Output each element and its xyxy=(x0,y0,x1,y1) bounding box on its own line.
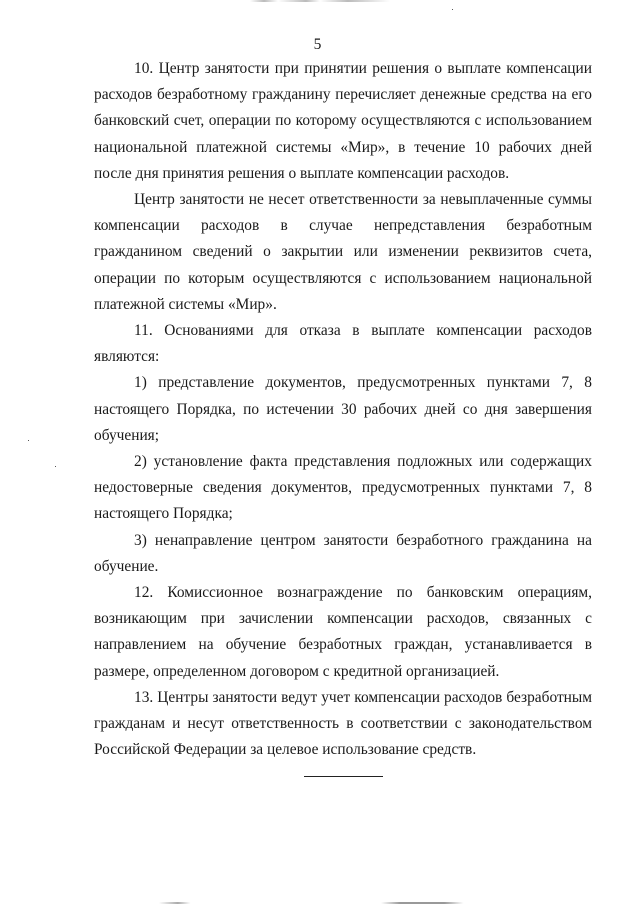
scan-speck xyxy=(55,466,56,467)
paragraph-item-11: 11. Основаниями для отказа в выплате компенсации расходов являются: xyxy=(94,322,592,366)
document-body xyxy=(94,56,592,763)
page-number: 5 xyxy=(313,36,322,53)
end-divider xyxy=(304,776,383,777)
paragraph-item-10: 10. Центр занятости при принятии решения о выплате компенсации расходов безработному гражданину перечисляет денежные средства на его банковский счет, операции по которому осуществляются с использованием национальной платежной системы «Мир», в течение 10 рабочих дней после дня принятия решения о выплате компенсации расходов. xyxy=(94,60,592,182)
paragraph-item-12: 12. Комиссионное вознаграждение по банковским операциям, возникающим при зачислении компенсации расходов, связанных с направлением на обучение безработных граждан, устанавливается в размере, определенном договором с кредитной организацией. xyxy=(94,584,592,680)
paragraph-subitem-1: 1) представление документов, предусмотренных пунктами 7, 8 настоящего Порядка, по истечении 30 рабочих дней со дня завершения обучения; xyxy=(94,374,592,444)
paragraph-subitem-2: 2) установление факта представления подложных или содержащих недостоверные сведения документов, предусмотренных пунктами 7, 8 настоящего Порядка; xyxy=(94,453,592,523)
paragraph-item-13: 13. Центры занятости ведут учет компенсации расходов безработным гражданам и несут ответственность в соответствии с законодательством Российской Федерации за целевое использование средств. xyxy=(94,688,592,759)
scan-top-edge xyxy=(250,0,390,2)
paragraph-subitem-3: 3) ненаправление центром занятости безработного гражданина на обучение. xyxy=(94,531,592,575)
paragraph-responsibility: Центр занятости не несет ответственности за невыплаченные суммы компенсации расходов в случае непредставления безработным гражданином сведений о закрытии или изменении реквизитов счета, операции по которым осуществляются с использованием национальной платежной системы «Мир». xyxy=(94,191,592,313)
scan-speck xyxy=(28,440,29,441)
scan-speck xyxy=(452,9,453,10)
